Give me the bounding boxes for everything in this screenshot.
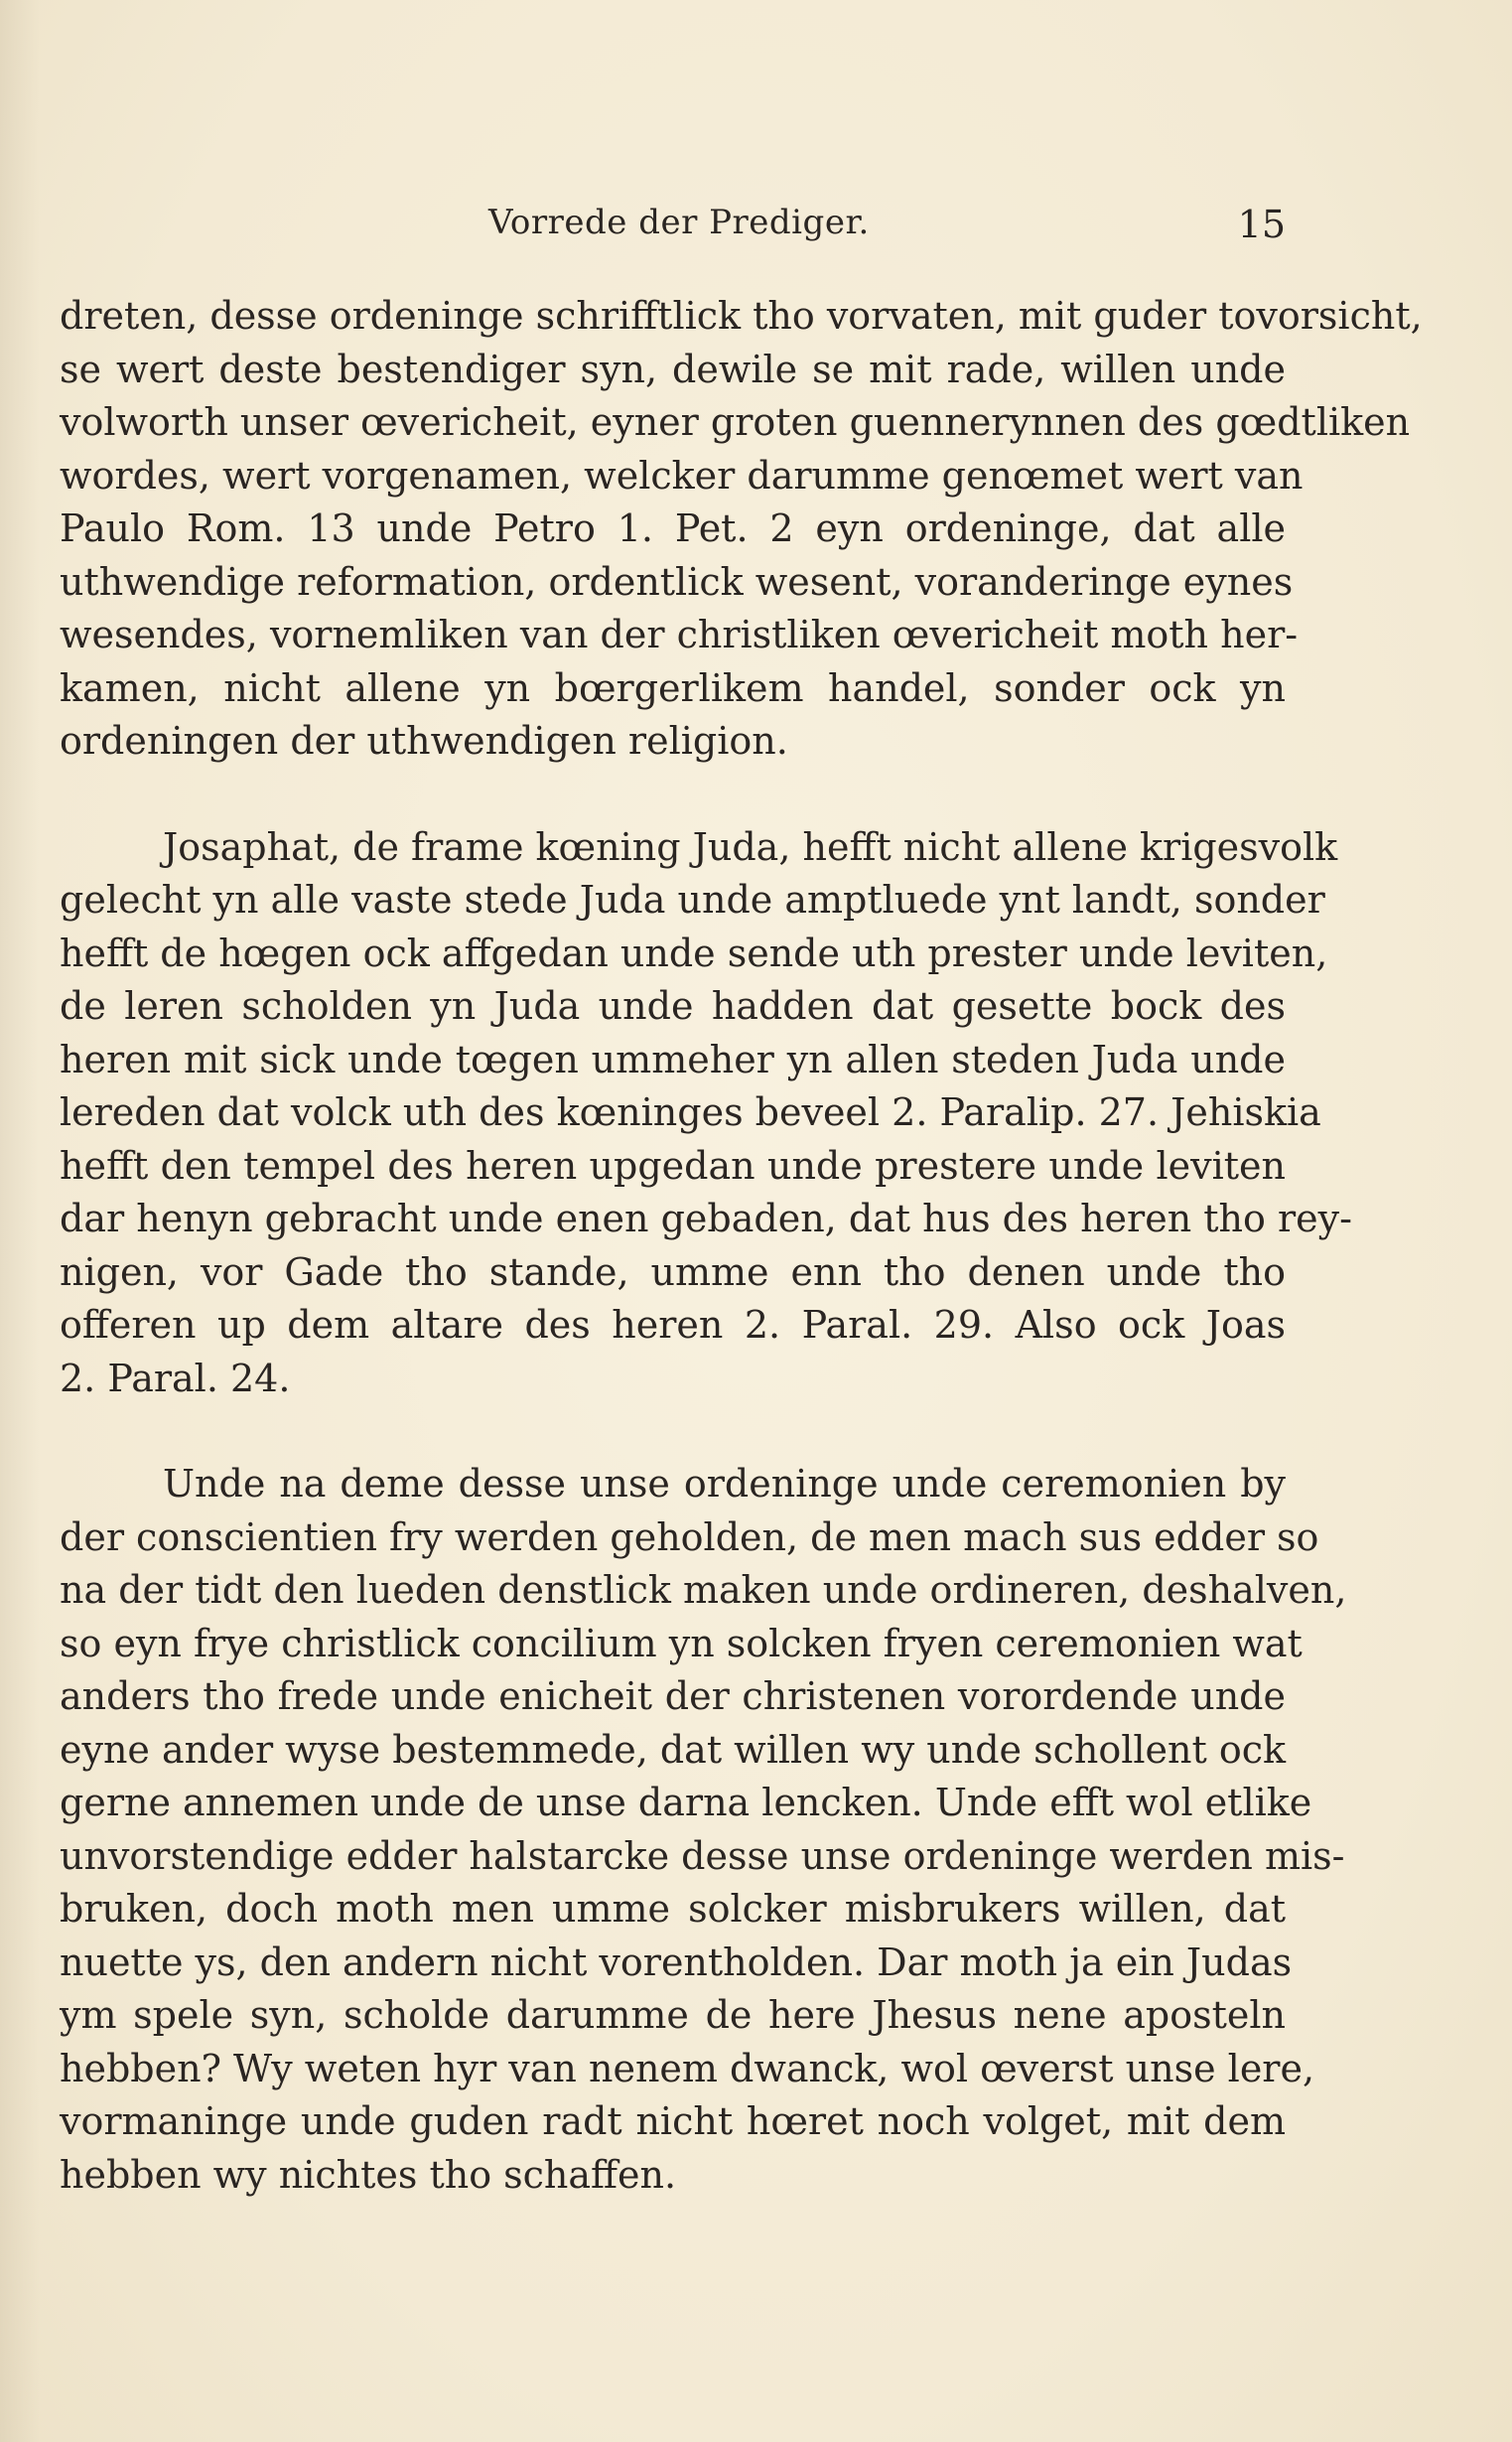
text-line: kamen, nicht allene yn bœrgerlikem handel, sonder ock yn — [60, 665, 1286, 710]
text-line: gelecht yn alle vaste stede Juda unde amptluede ynt landt, sonder — [60, 878, 1325, 922]
text-line: der conscientien fry werden geholden, de men mach sus edder so — [60, 1514, 1319, 1559]
text-line: hefft de hœgen ock affgedan unde sende uth prester unde leviten, — [60, 931, 1328, 975]
text-line: bruken, doch moth men umme solcker misbrukers willen, dat — [60, 1887, 1286, 1931]
text-line: offeren up dem altare des heren 2. Paral. 29. Also ock Joas — [60, 1303, 1286, 1347]
paragraph — [60, 1458, 1347, 2202]
running-head: Vorrede der Prediger. — [488, 203, 870, 242]
text-line: nigen, vor Gade tho stande, umme enn tho denen unde tho — [60, 1249, 1286, 1294]
text-line: hebben wy nichtes tho schaffen. — [60, 2152, 677, 2197]
text-line: hebben? Wy weten hyr van nenem dwanck, wol œverst unse lere, — [60, 2046, 1315, 2090]
text-line: dreten, desse ordeninge schrifftlick tho vorvaten, mit guder tovorsicht, — [60, 294, 1423, 338]
text-line: gerne annemen unde de unse darna lencken. Unde efft wol etlike — [60, 1781, 1312, 1824]
text-line: unvorstendige edder halstarcke desse unse ordeninge werden mis- — [60, 1833, 1345, 1878]
text-line: ym spele syn, scholde darumme de here Jhesus nene aposteln — [60, 1993, 1286, 2037]
text-line: wesendes, vornemliken van der christliken œvericheit moth her- — [60, 613, 1299, 656]
page-number: 15 — [1237, 203, 1286, 246]
text-line: so eyn frye christlick concilium yn solcken fryen ceremonien wat — [60, 1621, 1303, 1665]
text-line: na der tidt den lueden denstlick maken unde ordineren, deshalven, — [60, 1568, 1347, 1612]
text-line: Unde na deme desse unse ordeninge unde ceremonien by — [163, 1462, 1286, 1506]
text-line: lereden dat volck uth des kœninges beveel 2. Paralip. 27. Jehiskia — [60, 1090, 1321, 1134]
text-line: dar henyn gebracht unde enen gebaden, dat hus des heren tho rey- — [60, 1197, 1352, 1240]
text-line: uthwendige reformation, ordentlick wesent, voranderinge eynes — [60, 559, 1294, 604]
page-gutter-shadow — [0, 0, 40, 2442]
text-line: Paulo Rom. 13 unde Petro 1. Pet. 2 eyn ordeninge, dat alle — [60, 506, 1286, 550]
paragraph — [60, 821, 1352, 1406]
text-line: Josaphat, de frame kœning Juda, hefft nicht allene krigesvolk — [163, 824, 1338, 869]
paragraph — [60, 290, 1423, 769]
text-line: eyne ander wyse bestemmede, dat willen wy unde schollent ock — [60, 1727, 1287, 1772]
page-header — [60, 197, 1286, 256]
text-line: 2. Paral. 24. — [60, 1356, 291, 1400]
text-line: ordeningen der uthwendigen religion. — [60, 719, 788, 763]
text-line: hefft den tempel des heren upgedan unde prestere unde leviten — [60, 1143, 1286, 1188]
text-line: heren mit sick unde tœgen ummeher yn allen steden Juda unde — [60, 1037, 1286, 1081]
body-text — [60, 290, 1423, 2202]
text-line: nuette ys, den andern nicht vorentholden. Dar moth ja ein Judas — [60, 1939, 1293, 1984]
text-line: vormaninge unde guden radt nicht hœret noch volget, mit dem — [60, 2099, 1286, 2143]
text-line: anders tho frede unde enicheit der christenen vorordende unde — [60, 1674, 1286, 1718]
text-line: de leren scholden yn Juda unde hadden dat gesette bock des — [60, 984, 1286, 1028]
text-line: wordes, wert vorgenamen, welcker darumme genœmet wert van — [60, 453, 1304, 498]
text-line: se wert deste bestendiger syn, dewile se mit rade, willen unde — [60, 347, 1286, 391]
text-line: volworth unser œvericheit, eyner groten guennerynnen des gœdtliken — [60, 400, 1411, 444]
